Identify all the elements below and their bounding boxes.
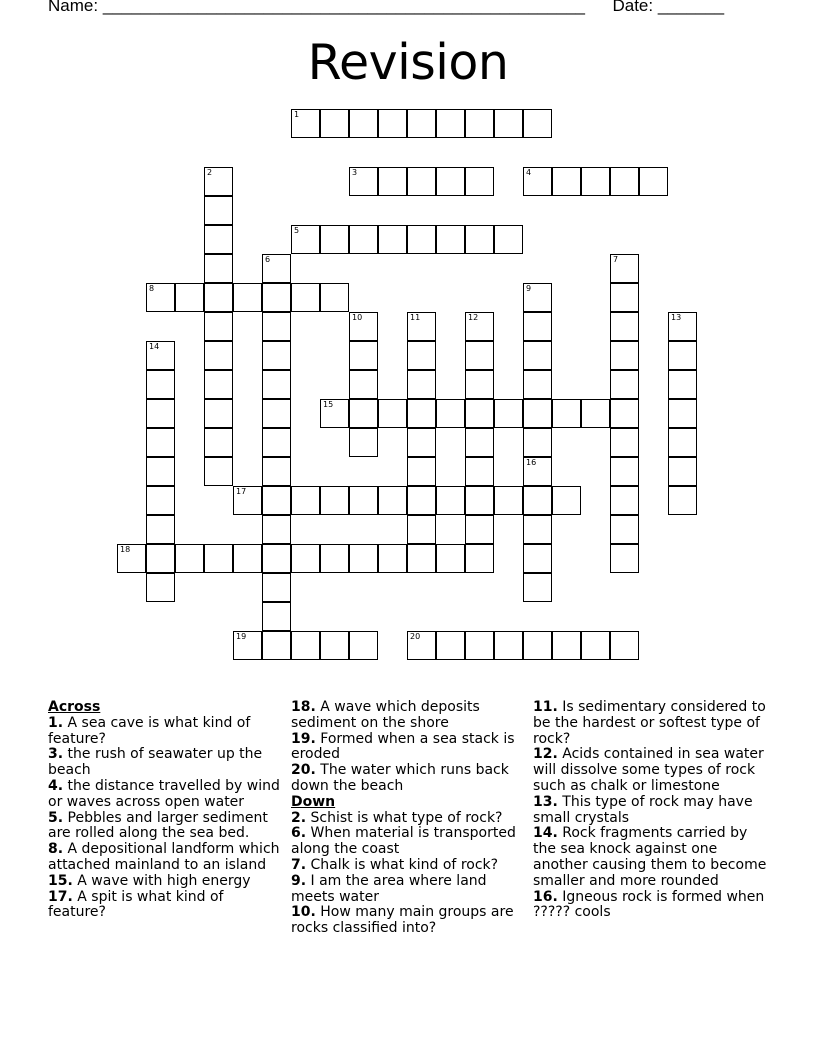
grid-cell[interactable]: [233, 631, 262, 660]
grid-cell[interactable]: [262, 399, 291, 428]
clue-number: 10: [352, 313, 363, 322]
grid-cell[interactable]: [291, 631, 320, 660]
grid-cell[interactable]: [523, 631, 552, 660]
clue-label: 18.: [291, 699, 316, 715]
grid-cell[interactable]: [523, 515, 552, 544]
across-clue: [48, 811, 280, 843]
down-clue: [533, 747, 769, 794]
grid-cell[interactable]: [407, 399, 436, 428]
grid-cell[interactable]: [552, 631, 581, 660]
grid-cell[interactable]: [291, 486, 320, 515]
grid-cell[interactable]: [262, 254, 291, 283]
grid-cell[interactable]: [378, 109, 407, 138]
clue-number: 7: [613, 255, 619, 264]
grid-cell[interactable]: [349, 544, 378, 573]
grid-cell[interactable]: [349, 109, 378, 138]
grid-cell[interactable]: [407, 486, 436, 515]
grid-cell[interactable]: [204, 428, 233, 457]
down-clue: [291, 858, 517, 874]
clue-label: 13.: [533, 793, 558, 810]
clue-number: 2: [207, 168, 213, 177]
clue-text: A depositional landform which attached mainland to an island: [48, 841, 280, 873]
grid-cell[interactable]: [407, 428, 436, 457]
down-clue: [291, 905, 517, 937]
grid-cell[interactable]: [639, 167, 668, 196]
grid-cell[interactable]: [436, 109, 465, 138]
grid-cell[interactable]: [320, 544, 349, 573]
grid-cell[interactable]: [233, 283, 262, 312]
grid-cell[interactable]: [465, 109, 494, 138]
grid-cell[interactable]: [552, 167, 581, 196]
grid-cell[interactable]: [523, 312, 552, 341]
clue-number: 6: [265, 255, 271, 264]
grid-cell[interactable]: [581, 399, 610, 428]
grid-cell[interactable]: [436, 631, 465, 660]
grid-cell[interactable]: [204, 225, 233, 254]
grid-cell[interactable]: [378, 167, 407, 196]
grid-cell[interactable]: [204, 283, 233, 312]
across-clue: [48, 874, 280, 890]
clue-number: 4: [526, 168, 532, 177]
clue-number: 8: [149, 284, 155, 293]
grid-cell[interactable]: [262, 283, 291, 312]
grid-cell[interactable]: [436, 225, 465, 254]
clue-text: the distance travelled by wind or waves across open water: [48, 777, 280, 810]
clue-text: How many main groups are rocks classified into?: [291, 904, 514, 937]
grid-cell[interactable]: [262, 486, 291, 515]
clues-column-2: [291, 700, 517, 937]
clue-label: 4.: [48, 777, 64, 794]
grid-cell[interactable]: [146, 399, 175, 428]
grid-cell[interactable]: [407, 312, 436, 341]
grid-cell[interactable]: [291, 109, 320, 138]
grid-cell[interactable]: [146, 457, 175, 486]
grid-cell[interactable]: [146, 341, 175, 370]
clue-text: When material is transported along the coast: [291, 825, 516, 858]
grid-cell[interactable]: [523, 283, 552, 312]
grid-cell[interactable]: [204, 312, 233, 341]
across-heading: Across: [48, 699, 101, 715]
down-clue: [291, 811, 517, 827]
grid-cell[interactable]: [349, 341, 378, 370]
down-clue: [291, 826, 517, 858]
grid-cell[interactable]: [523, 399, 552, 428]
grid-cell[interactable]: [465, 428, 494, 457]
grid-cell[interactable]: [581, 167, 610, 196]
grid-cell[interactable]: [320, 631, 349, 660]
grid-cell[interactable]: [204, 544, 233, 573]
grid-cell[interactable]: [407, 109, 436, 138]
grid-cell[interactable]: [465, 457, 494, 486]
grid-cell[interactable]: [204, 341, 233, 370]
across-clue: [291, 700, 517, 732]
clue-label: 16.: [533, 888, 558, 905]
grid-cell[interactable]: [117, 544, 146, 573]
grid-cell[interactable]: [610, 515, 639, 544]
grid-cell[interactable]: [610, 254, 639, 283]
clue-number: 17: [236, 487, 247, 496]
grid-cell[interactable]: [204, 399, 233, 428]
across-clue: [291, 763, 517, 795]
grid-cell[interactable]: [668, 370, 697, 399]
grid-cell[interactable]: [610, 370, 639, 399]
clue-label: 3.: [48, 746, 64, 763]
grid-cell[interactable]: [407, 341, 436, 370]
grid-cell[interactable]: [146, 428, 175, 457]
grid-cell[interactable]: [262, 631, 291, 660]
clue-text: A wave which deposits sediment on the shore: [291, 699, 480, 731]
grid-cell[interactable]: [668, 486, 697, 515]
grid-cell[interactable]: [465, 399, 494, 428]
grid-cell[interactable]: [610, 457, 639, 486]
grid-cell[interactable]: [262, 457, 291, 486]
grid-cell[interactable]: [262, 341, 291, 370]
clue-text: Is sedimentary considered to be the hardest or softest type of rock?: [533, 699, 766, 747]
grid-cell[interactable]: [523, 457, 552, 486]
clue-number: 3: [352, 168, 358, 177]
grid-cell[interactable]: [465, 515, 494, 544]
grid-cell[interactable]: [204, 167, 233, 196]
grid-cell[interactable]: [552, 399, 581, 428]
grid-cell[interactable]: [204, 370, 233, 399]
clue-text: Igneous rock is formed when ????? cools: [533, 888, 765, 921]
grid-cell[interactable]: [610, 544, 639, 573]
grid-cell[interactable]: [262, 370, 291, 399]
clue-label: 14.: [533, 825, 558, 842]
clue-number: 11: [410, 313, 421, 322]
grid-cell[interactable]: [349, 167, 378, 196]
grid-cell[interactable]: [465, 225, 494, 254]
down-clue: [533, 700, 769, 747]
grid-cell[interactable]: [378, 486, 407, 515]
grid-cell[interactable]: [407, 225, 436, 254]
down-clue: [533, 795, 769, 827]
grid-cell[interactable]: [436, 167, 465, 196]
clue-text: Acids contained in sea water will dissolve some types of rock such as chalk or limestone: [533, 746, 764, 794]
grid-cell[interactable]: [494, 631, 523, 660]
grid-cell[interactable]: [204, 457, 233, 486]
grid-cell[interactable]: [262, 515, 291, 544]
grid-cell[interactable]: [407, 370, 436, 399]
grid-cell[interactable]: [436, 486, 465, 515]
grid-cell[interactable]: [407, 167, 436, 196]
grid-cell[interactable]: [465, 544, 494, 573]
clue-text: A sea cave is what kind of feature?: [48, 714, 251, 747]
clue-label: 6.: [291, 825, 307, 842]
grid-cell[interactable]: [349, 370, 378, 399]
grid-cell[interactable]: [320, 225, 349, 254]
grid-cell[interactable]: [320, 399, 349, 428]
grid-cell[interactable]: [668, 428, 697, 457]
grid-cell[interactable]: [262, 312, 291, 341]
grid-cell[interactable]: [175, 283, 204, 312]
grid-cell[interactable]: [262, 573, 291, 602]
grid-cell[interactable]: [523, 428, 552, 457]
clue-label: 8.: [48, 841, 64, 858]
clue-number: 15: [323, 400, 334, 409]
clue-label: 1.: [48, 714, 64, 731]
grid-cell[interactable]: [494, 225, 523, 254]
date-label: Date:: [612, 0, 654, 15]
clue-number: 19: [236, 632, 247, 641]
grid-cell[interactable]: [378, 399, 407, 428]
grid-cell[interactable]: [146, 544, 175, 573]
grid-cell[interactable]: [668, 312, 697, 341]
down-clue: [291, 874, 517, 906]
grid-cell[interactable]: [320, 109, 349, 138]
clue-number: 1: [294, 110, 300, 119]
grid-cell[interactable]: [610, 283, 639, 312]
grid-cell[interactable]: [204, 254, 233, 283]
down-heading: Down: [291, 793, 336, 810]
clue-text: Rock fragments carried by the sea knock against one another causing them to become smaller and more rounded: [533, 825, 767, 889]
grid-cell[interactable]: [349, 399, 378, 428]
across-clue: [48, 747, 280, 779]
grid-cell[interactable]: [610, 167, 639, 196]
grid-cell[interactable]: [523, 370, 552, 399]
clue-label: 9.: [291, 872, 307, 889]
grid-cell[interactable]: [378, 544, 407, 573]
grid-cell[interactable]: [146, 515, 175, 544]
clue-number: 9: [526, 284, 532, 293]
page-title: Revision: [307, 34, 509, 91]
grid-cell[interactable]: [407, 544, 436, 573]
grid-cell[interactable]: [523, 544, 552, 573]
clue-number: 20: [410, 632, 421, 641]
grid-cell[interactable]: [610, 341, 639, 370]
across-clue: [48, 842, 280, 874]
clue-text: The water which runs back down the beach: [291, 762, 509, 794]
clue-text: the rush of seawater up the beach: [48, 746, 263, 779]
grid-cell[interactable]: [552, 486, 581, 515]
grid-cell[interactable]: [465, 486, 494, 515]
grid-cell[interactable]: [610, 428, 639, 457]
clue-text: This type of rock may have small crystals: [533, 793, 753, 826]
grid-cell[interactable]: [494, 109, 523, 138]
grid-cell[interactable]: [378, 225, 407, 254]
grid-cell[interactable]: [233, 544, 262, 573]
clue-label: 10.: [291, 904, 316, 921]
grid-cell[interactable]: [175, 544, 204, 573]
grid-cell[interactable]: [610, 399, 639, 428]
clue-label: 11.: [533, 699, 558, 715]
grid-cell[interactable]: [465, 370, 494, 399]
grid-cell[interactable]: [262, 428, 291, 457]
clue-number: 12: [468, 313, 479, 322]
grid-cell[interactable]: [349, 312, 378, 341]
clue-number: 18: [120, 545, 131, 554]
clue-number: 14: [149, 342, 160, 351]
grid-cell[interactable]: [610, 631, 639, 660]
grid-cell[interactable]: [668, 457, 697, 486]
clues-column-1: [48, 700, 280, 921]
grid-cell[interactable]: [349, 428, 378, 457]
grid-cell[interactable]: [465, 167, 494, 196]
grid-cell[interactable]: [465, 312, 494, 341]
date-line[interactable]: _______: [657, 0, 725, 15]
grid-cell[interactable]: [523, 486, 552, 515]
clue-label: 17.: [48, 888, 73, 905]
grid-cell[interactable]: [407, 457, 436, 486]
clue-number: 13: [671, 313, 682, 322]
grid-cell[interactable]: [523, 109, 552, 138]
clue-label: 15.: [48, 872, 73, 889]
grid-cell[interactable]: [610, 486, 639, 515]
clue-label: 12.: [533, 746, 558, 763]
grid-cell[interactable]: [146, 370, 175, 399]
clue-label: 20.: [291, 762, 316, 779]
grid-cell[interactable]: [581, 631, 610, 660]
clue-label: 19.: [291, 730, 316, 747]
clue-number: 5: [294, 226, 300, 235]
clue-label: 5.: [48, 809, 64, 826]
clue-text: Pebbles and larger sediment are rolled along the sea bed.: [48, 809, 268, 842]
clue-label: 2.: [291, 809, 307, 826]
clue-text: A spit is what kind of feature?: [48, 888, 224, 921]
clue-text: Chalk is what kind of rock?: [306, 856, 499, 873]
grid-cell[interactable]: [610, 312, 639, 341]
grid-cell[interactable]: [291, 283, 320, 312]
grid-cell[interactable]: [291, 544, 320, 573]
clue-text: I am the area where land meets water: [291, 872, 487, 905]
down-clue: [533, 890, 769, 922]
across-clue: [291, 732, 517, 764]
grid-cell[interactable]: [233, 486, 262, 515]
down-clue: [533, 826, 769, 889]
grid-cell[interactable]: [320, 486, 349, 515]
clue-text: Schist is what type of rock?: [306, 809, 503, 826]
grid-cell[interactable]: [523, 573, 552, 602]
clue-text: A wave with high energy: [72, 872, 251, 889]
grid-cell[interactable]: [436, 399, 465, 428]
grid-cell[interactable]: [523, 167, 552, 196]
grid-cell[interactable]: [436, 544, 465, 573]
across-clue: [48, 779, 280, 811]
clue-text: Formed when a sea stack is eroded: [291, 730, 515, 763]
grid-cell[interactable]: [262, 544, 291, 573]
grid-cell[interactable]: [320, 283, 349, 312]
clue-label: 7.: [291, 856, 307, 873]
across-clue: [48, 890, 280, 922]
grid-cell[interactable]: [262, 602, 291, 631]
grid-cell[interactable]: [291, 225, 320, 254]
across-clue: [48, 716, 280, 748]
grid-cell[interactable]: [465, 631, 494, 660]
grid-cell[interactable]: [465, 341, 494, 370]
grid-cell[interactable]: [349, 631, 378, 660]
grid-cell[interactable]: [523, 341, 552, 370]
grid-cell[interactable]: [668, 341, 697, 370]
grid-cell[interactable]: [494, 486, 523, 515]
grid-cell[interactable]: [146, 573, 175, 602]
grid-cell[interactable]: [407, 631, 436, 660]
grid-cell[interactable]: [146, 283, 175, 312]
grid-cell[interactable]: [204, 196, 233, 225]
clue-number: 16: [526, 458, 537, 467]
grid-cell[interactable]: [349, 225, 378, 254]
grid-cell[interactable]: [146, 486, 175, 515]
name-label: Name:: [48, 0, 99, 15]
grid-cell[interactable]: [494, 399, 523, 428]
clues-column-3: [533, 700, 769, 921]
grid-cell[interactable]: [668, 399, 697, 428]
grid-cell[interactable]: [407, 515, 436, 544]
grid-cell[interactable]: [349, 486, 378, 515]
name-line[interactable]: ___________________________________________________: [102, 0, 585, 15]
